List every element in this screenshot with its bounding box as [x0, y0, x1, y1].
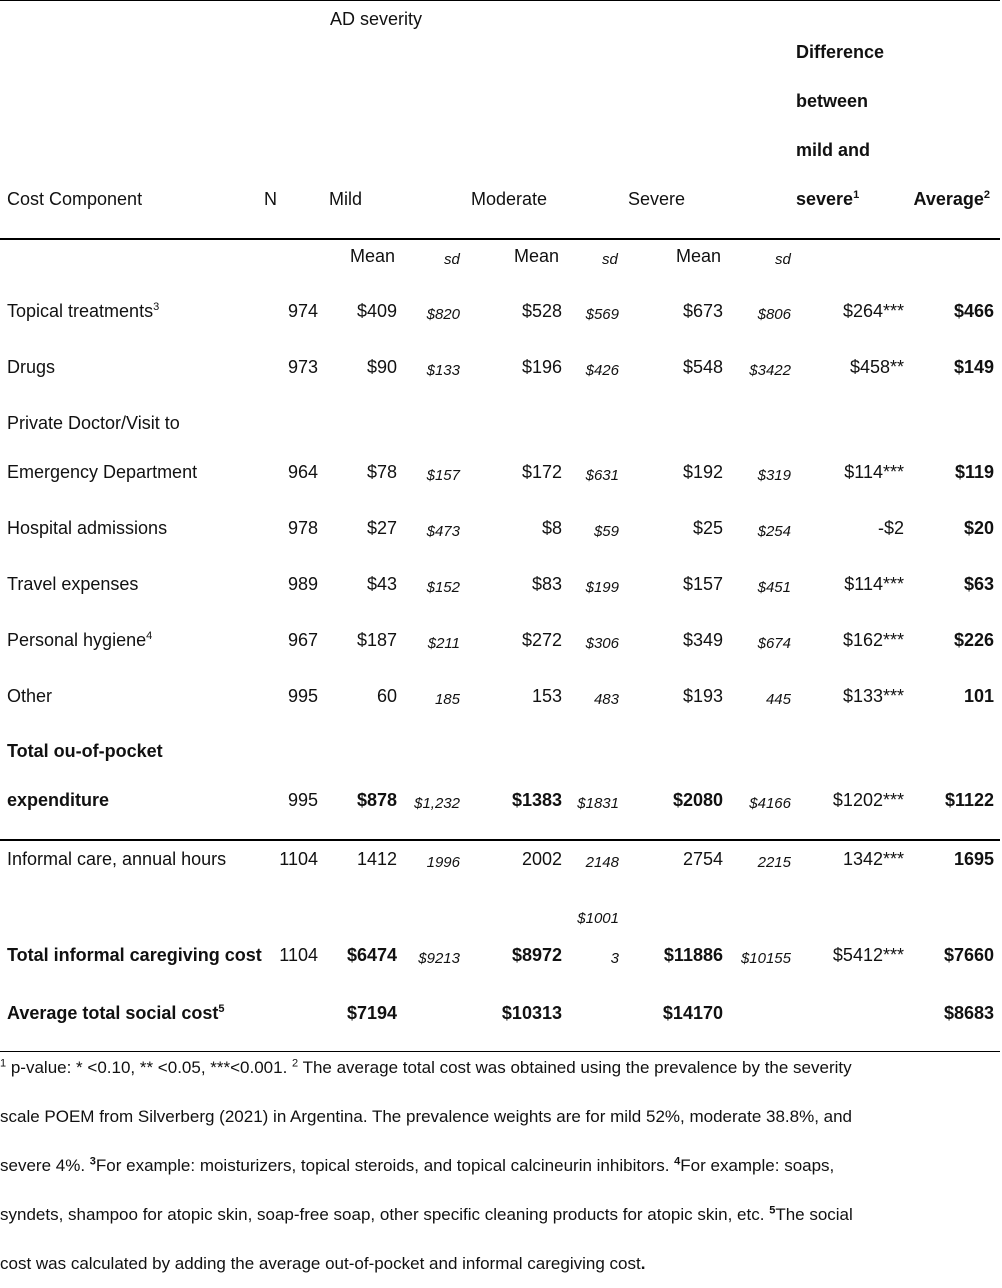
cell-mild: $187 [356, 630, 397, 650]
cell-sev-sd: $3422 [749, 362, 791, 379]
cell-diff: $162*** [842, 630, 904, 650]
mild-sd-subheader: sd [444, 251, 460, 268]
section-divider-rule [0, 839, 1000, 841]
average-header: Average$^2$ [913, 189, 990, 209]
severe-sd-subheader: sd [775, 251, 791, 268]
row-label: Travel expenses [7, 574, 139, 594]
cell-mod: $10313 [501, 1003, 562, 1023]
cell-mod-sd: 2148 [585, 854, 619, 871]
footnote-line-1: $^1$ p-value: * <0.10, ** <0.05, ***<0.001. $^2$ The average total cost was obtained using the prevalence by the severity [0, 1057, 852, 1077]
difference-header-line3: mild and [796, 140, 871, 160]
cell-mod-sd: 3 [610, 950, 619, 967]
cell-sev: $349 [682, 630, 723, 650]
cell-diff: $458** [849, 357, 904, 377]
cell-mod: $172 [521, 462, 562, 482]
cell-mild-sd: $211 [427, 635, 460, 652]
cell-sev-sd: $254 [757, 523, 791, 540]
footnote-line-4: syndets, shampoo for atopic skin, soap-free soap, other specific cleaning products for atopic skin, etc. $^5$The social [0, 1204, 853, 1224]
cell-mod-sd: $631 [585, 467, 619, 484]
cell-mild: $90 [366, 357, 397, 377]
cell-n: 967 [287, 630, 318, 650]
cell-moderate-sd-line1: $1001 [577, 910, 619, 927]
cell-diff: $1202*** [832, 790, 904, 810]
cell-mod: $8 [541, 518, 562, 538]
cell-mod-sd: $569 [585, 306, 619, 323]
row-label: Informal care, annual hours [7, 849, 227, 869]
row-label: Hospital admissions [7, 518, 168, 538]
cell-avg: $466 [953, 301, 994, 321]
cell-sev-sd: $319 [757, 467, 791, 484]
cell-mod-sd: $426 [585, 362, 619, 379]
difference-header-line4: severe$^1$ [796, 189, 860, 209]
cell-avg: 101 [963, 686, 994, 706]
row-label: Average total social cost$^5$ [7, 1003, 225, 1023]
cell-n: 995 [287, 790, 318, 810]
cell-sev: 2754 [682, 849, 723, 869]
cell-diff: 1342*** [842, 849, 904, 869]
row-label: Drugs [7, 357, 56, 377]
cell-mild-sd: 1996 [426, 854, 460, 871]
row-label: expenditure [7, 790, 110, 810]
severe-header: Severe [628, 189, 686, 209]
row-label: Emergency Department [7, 462, 198, 482]
difference-header-line2: between [796, 91, 869, 111]
cell-sev-sd: $4166 [749, 795, 791, 812]
cell-diff: $264*** [842, 301, 904, 321]
cell-mod: $1383 [511, 790, 562, 810]
cell-mild: $43 [366, 574, 397, 594]
cell-diff: $5412*** [832, 945, 904, 965]
cell-avg: $1122 [944, 790, 994, 810]
cell-avg: $149 [953, 357, 994, 377]
cell-diff: $114*** [844, 462, 904, 482]
cell-sev-sd: $451 [757, 579, 791, 596]
n-header: N [264, 189, 277, 209]
cell-sev: $673 [682, 301, 723, 321]
ad-severity-heading: AD severity [330, 9, 423, 29]
cell-mod: $83 [531, 574, 562, 594]
cell-mild: 1412 [356, 849, 397, 869]
footnote-line-5: cost was calculated by adding the average out-of-pocket and informal caregiving cost. [0, 1254, 646, 1273]
cell-mod: $528 [521, 301, 562, 321]
cell-mild-sd: $9213 [418, 950, 460, 967]
row-label: Personal hygiene$^4$ [7, 630, 153, 650]
cell-avg: $119 [954, 462, 994, 482]
moderate-header: Moderate [471, 189, 548, 209]
cost-component-header: Cost Component [7, 189, 143, 209]
cell-avg: $226 [953, 630, 994, 650]
cell-n: 989 [287, 574, 318, 594]
cell-diff: -$2 [877, 518, 904, 538]
cell-sev-sd: 2215 [757, 854, 791, 871]
cell-n: 978 [287, 518, 318, 538]
cell-mod-sd: $199 [585, 579, 619, 596]
row-label-line1: Private Doctor/Visit to [7, 413, 180, 433]
difference-header-line1: Difference [796, 42, 885, 62]
row-label: Total informal caregiving cost [7, 945, 262, 965]
cell-sev: $548 [682, 357, 723, 377]
cell-mod: 153 [531, 686, 562, 706]
cell-n: 974 [287, 301, 318, 321]
cell-sev: $157 [682, 574, 723, 594]
cell-avg: $7660 [943, 945, 994, 965]
mild-mean-subheader: Mean [350, 246, 396, 266]
row-label: Topical treatments$^3$ [7, 301, 160, 321]
cell-mod: $196 [521, 357, 562, 377]
cell-n: 1104 [279, 945, 318, 965]
cell-sev: $193 [682, 686, 723, 706]
cell-mild: $27 [366, 518, 397, 538]
cell-avg: $20 [963, 518, 994, 538]
cell-mild-sd: 185 [434, 691, 460, 708]
cell-sev: $11886 [663, 945, 723, 965]
footnote-line-3: severe 4%. $^3$For example: moisturizers, topical steroids, and topical calcineurin inhibitors. $^4$For example: soaps, [0, 1155, 835, 1175]
cell-avg: $8683 [943, 1003, 994, 1023]
cell-sev: $2080 [672, 790, 723, 810]
header-bottom-rule [0, 238, 1000, 240]
cell-sev-sd: $674 [757, 635, 791, 652]
cell-sev: $14170 [662, 1003, 723, 1023]
cell-avg: $63 [963, 574, 994, 594]
moderate-mean-subheader: Mean [514, 246, 560, 266]
cell-sev-sd: $10155 [740, 950, 791, 967]
cell-mod-sd: 483 [593, 691, 619, 708]
cell-mild: $6474 [346, 945, 397, 965]
cell-mild-sd: $820 [426, 306, 460, 323]
cell-mild-sd: $152 [426, 579, 460, 596]
cell-n: 1104 [279, 849, 318, 869]
row-label: Other [7, 686, 53, 706]
cell-n: 995 [287, 686, 318, 706]
cell-mild-sd: $1,232 [414, 795, 460, 812]
cell-mod-sd: $306 [585, 635, 619, 652]
cell-sev: $25 [692, 518, 723, 538]
cell-n: 973 [287, 357, 318, 377]
table-top-rule [0, 0, 1000, 1]
cell-sev-sd: 445 [765, 691, 791, 708]
cell-mod: 2002 [521, 849, 562, 869]
cell-mild-sd: $157 [426, 467, 460, 484]
row-label-line1: Total ou-of-pocket [7, 741, 163, 761]
cell-sev-sd: $806 [757, 306, 791, 323]
cell-mild-sd: $133 [426, 362, 460, 379]
cell-mild-sd: $473 [426, 523, 460, 540]
cell-avg: 1695 [953, 849, 994, 869]
cell-mod-sd: $59 [593, 523, 619, 540]
cell-mild: 60 [376, 686, 397, 706]
cell-mod: $272 [521, 630, 562, 650]
cell-mild: $878 [356, 790, 397, 810]
cell-mod: $8972 [511, 945, 562, 965]
cell-diff: $114*** [844, 574, 904, 594]
cell-mild: $409 [356, 301, 397, 321]
cell-n: 964 [287, 462, 318, 482]
cell-mild: $78 [366, 462, 397, 482]
severe-mean-subheader: Mean [676, 246, 722, 266]
cell-mild: $7194 [346, 1003, 397, 1023]
cell-diff: $133*** [842, 686, 904, 706]
cell-sev: $192 [682, 462, 723, 482]
footnote-line-2: scale POEM from Silverberg (2021) in Argentina. The prevalence weights are for mild 52%, moderate 38.8%, and [0, 1107, 853, 1126]
moderate-sd-subheader: sd [602, 251, 618, 268]
cell-mod-sd: $1831 [577, 795, 619, 812]
mild-header: Mild [329, 189, 363, 209]
